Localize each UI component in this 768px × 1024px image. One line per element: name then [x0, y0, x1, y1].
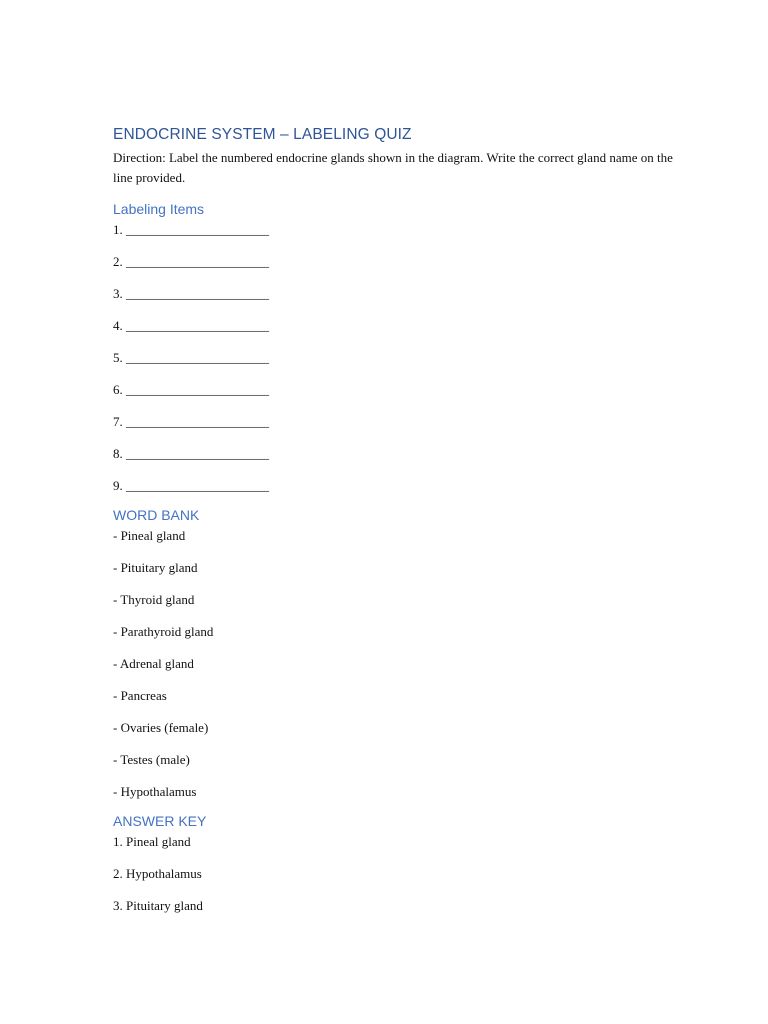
labeling-item: 4. ______________________ [113, 318, 269, 333]
answer-key-item: 1. Pineal gland [113, 834, 191, 849]
labeling-item: 8. ______________________ [113, 446, 269, 461]
answer-key-list [113, 834, 673, 914]
answer-key-item: 3. Pituitary gland [113, 898, 203, 913]
word-bank-list [113, 528, 673, 800]
labeling-item: 2. ______________________ [113, 254, 269, 269]
answer-key-item: 2. Hypothalamus [113, 866, 202, 881]
document-title: ENDOCRINE SYSTEM – LABELING QUIZ [113, 126, 412, 143]
labeling-items-heading: Labeling Items [113, 201, 205, 217]
labeling-item: 9. ______________________ [113, 478, 269, 493]
word-bank-item: - Testes (male) [113, 752, 190, 767]
direction-text: Direction: Label the numbered endocrine glands shown in the diagram. Write the correct gland name on the line provided. [113, 150, 673, 185]
word-bank-item: - Pancreas [113, 688, 167, 703]
labeling-item: 7. ______________________ [113, 414, 269, 429]
document-page [113, 124, 673, 914]
labeling-item: 1. ______________________ [113, 222, 269, 237]
word-bank-item: - Hypothalamus [113, 784, 197, 799]
word-bank-item: - Pituitary gland [113, 560, 198, 575]
word-bank-item: - Thyroid gland [113, 592, 195, 607]
labeling-item: 6. ______________________ [113, 382, 269, 397]
labeling-item: 5. ______________________ [113, 350, 269, 365]
word-bank-item: - Ovaries (female) [113, 720, 209, 735]
word-bank-item: - Adrenal gland [113, 656, 194, 671]
word-bank-item: - Pineal gland [113, 528, 186, 543]
labeling-item: 3. ______________________ [113, 286, 269, 301]
word-bank-heading: WORD BANK [113, 507, 200, 523]
labeling-items-list [113, 222, 673, 494]
word-bank-item: - Parathyroid gland [113, 624, 214, 639]
answer-key-heading: ANSWER KEY [113, 813, 207, 829]
